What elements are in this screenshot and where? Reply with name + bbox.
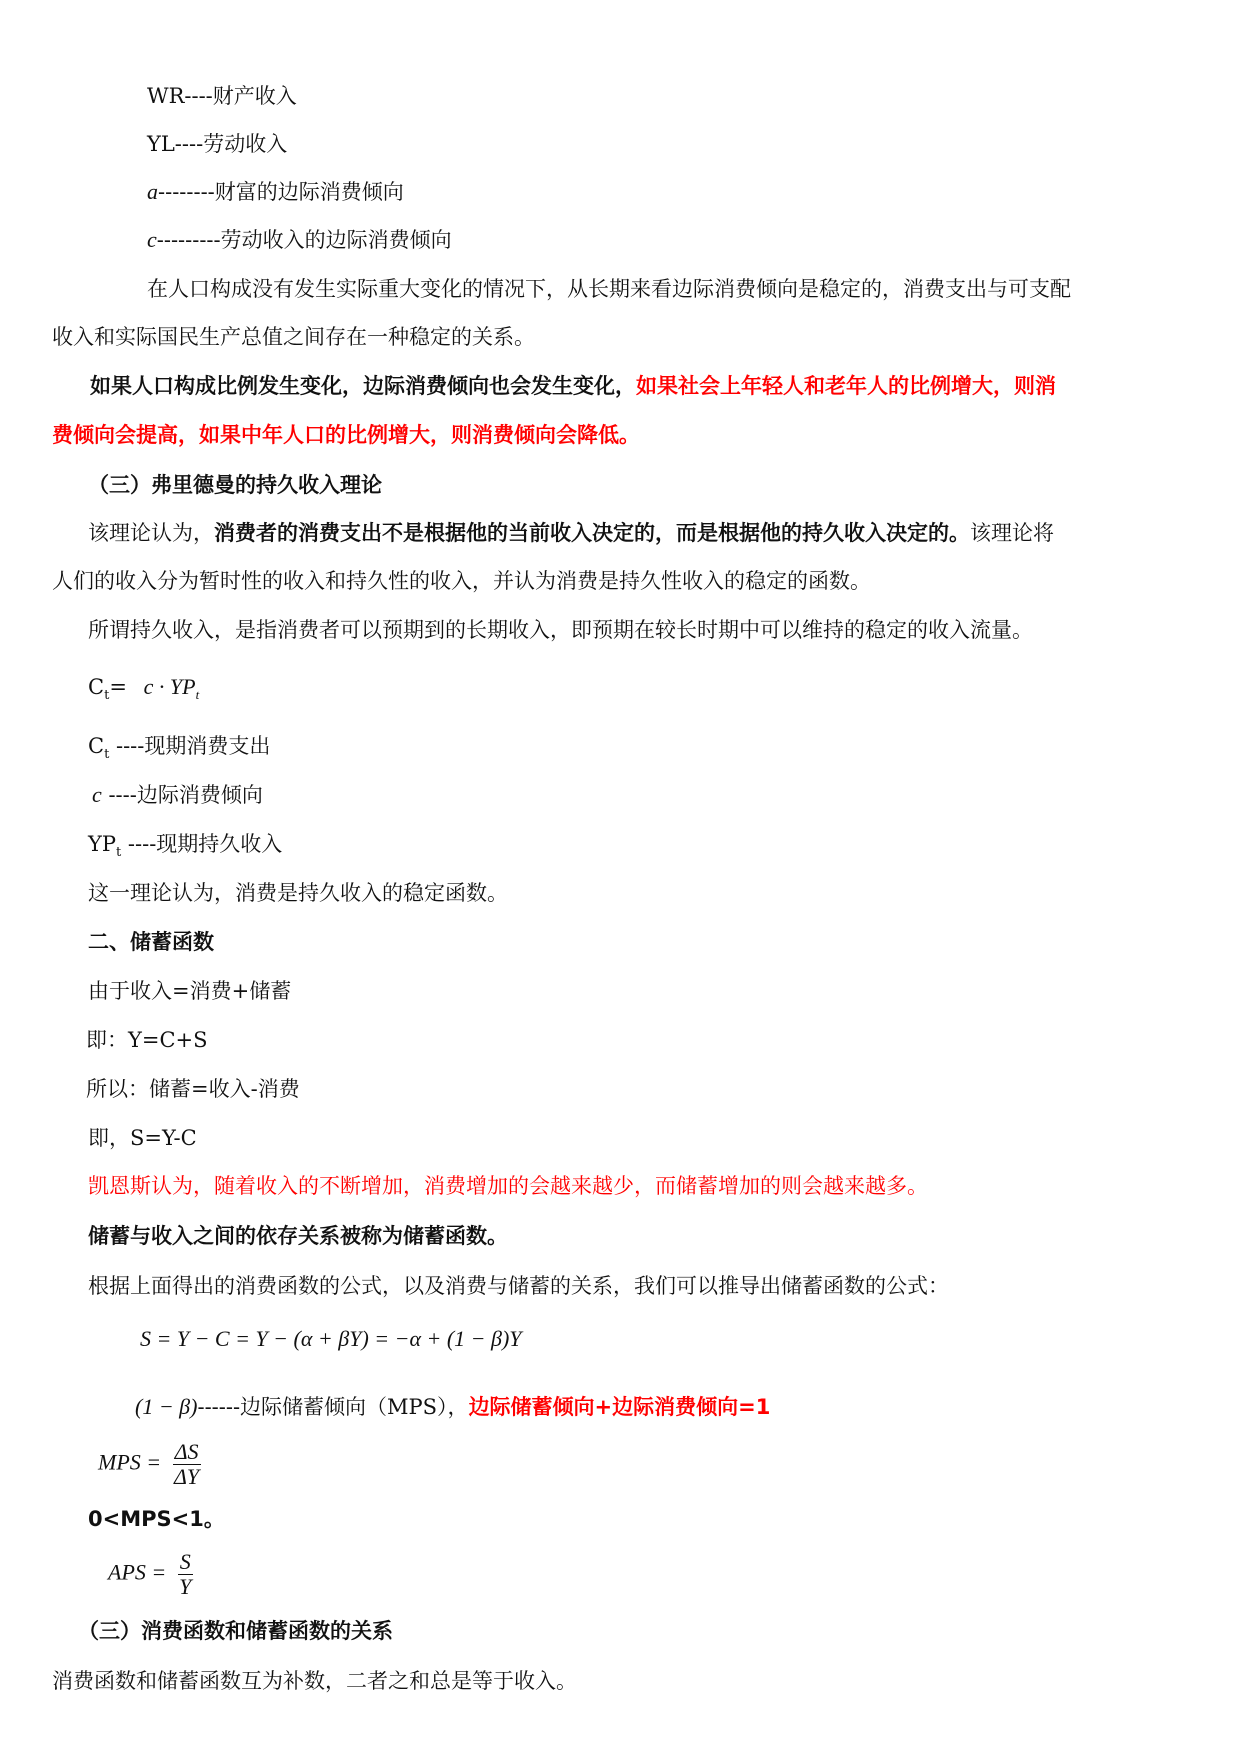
savings-line-2: 即：Y=C+S: [86, 1028, 208, 1052]
paragraph-6: 消费函数和储蓄函数互为补数，二者之和总是等于收入。: [52, 1669, 577, 1693]
aps-denominator: Y: [179, 1574, 192, 1599]
def-ypt: [88, 830, 282, 867]
paragraph-2-red-2: 费倾向会提高，如果中年人口的比例增大，则消费倾向会降低。: [52, 423, 640, 447]
mps-text: ------边际储蓄倾向（MPS），: [197, 1395, 469, 1419]
def-ct: [88, 732, 270, 769]
def-ct-sub: t: [104, 747, 110, 763]
savings-function-definition: 储蓄与收入之间的依存关系被称为储蓄函数。: [88, 1224, 508, 1248]
mps-numerator: ΔS: [174, 1439, 199, 1464]
mps-fraction: [173, 1440, 201, 1489]
paragraph-3-post: 该理论将: [970, 521, 1054, 545]
mps-denominator: ΔY: [174, 1464, 200, 1489]
symbol-c: c: [147, 227, 157, 252]
aps-formula: [108, 1550, 193, 1599]
mps-range: 0<MPS<1。: [88, 1507, 225, 1531]
mps-formula: [98, 1440, 201, 1489]
def-ypt-sub: t: [116, 845, 122, 861]
heading-friedman: （三）弗里德曼的持久收入理论: [88, 473, 382, 497]
formula-ct-eq: =: [109, 675, 127, 699]
def-ct-text: ----现期消费支出: [109, 734, 271, 758]
def-c2-text: ----边际消费倾向: [101, 783, 263, 807]
def-c2: [92, 781, 263, 809]
formula-ct-lhs: C: [88, 675, 105, 699]
paragraph-2-red-1: 如果社会上年轻人和老年人的比例增大，则消: [636, 374, 1056, 398]
paragraph-1-line-2: 收入和实际国民生产总值之间存在一种稳定的关系。: [52, 325, 535, 349]
paragraph-2-black: 如果人口构成比例发生变化，边际消费倾向也会发生变化，: [90, 374, 636, 398]
heading-savings-function: 二、储蓄函数: [88, 930, 214, 954]
heading-relationship: （三）消费函数和储蓄函数的关系: [78, 1619, 393, 1643]
aps-formula-lhs: APS =: [108, 1559, 167, 1585]
def-yl: YL----劳动收入: [147, 132, 288, 156]
paragraph-2-line-1: [90, 372, 1056, 400]
paragraph-3-line-2: 人们的收入分为暂时性的收入和持久性的收入，并认为消费是持久性收入的稳定的函数。: [52, 569, 871, 593]
paragraph-3-bold: 消费者的消费支出不是根据他的当前收入决定的，而是根据他的持久收入决定的。: [214, 521, 970, 545]
derivation-intro: 根据上面得出的消费函数的公式，以及消费与储蓄的关系，我们可以推导出储蓄函数的公式：: [88, 1274, 949, 1298]
paragraph-5: 这一理论认为，消费是持久收入的稳定函数。: [88, 881, 508, 905]
def-ypt-text: ----现期持久收入: [121, 832, 283, 856]
def-ypt-symbol: YP: [88, 832, 116, 856]
savings-line-4: 即，S=Y-C: [88, 1126, 197, 1150]
savings-equation: S = Y − C = Y − (α + βY) = −α + (1 − β)Y: [140, 1326, 522, 1351]
def-ct-symbol: C: [88, 734, 105, 758]
symbol-a: a: [147, 179, 158, 204]
def-c-text: ---------劳动收入的边际消费倾向: [156, 228, 452, 252]
mps-symbol: (1 − β): [135, 1394, 198, 1419]
mps-definition: [135, 1393, 770, 1421]
paragraph-3-pre: 该理论认为，: [88, 521, 214, 545]
paragraph-4: 所谓持久收入，是指消费者可以预期到的长期收入，即预期在较长时期中可以维持的稳定的收入流量。: [88, 618, 1033, 642]
formula-ct-sub: t: [104, 688, 110, 704]
formula-ct-rhs-sub: t: [195, 687, 200, 703]
aps-numerator: S: [179, 1549, 191, 1574]
aps-fraction: [178, 1550, 193, 1599]
savings-line-3: 所以：储蓄=收入-消费: [86, 1077, 300, 1101]
def-c2-symbol: c: [92, 782, 102, 807]
formula-ct: [88, 673, 199, 710]
keynes-statement: 凯恩斯认为，随着收入的不断增加，消费增加的会越来越少，而储蓄增加的则会越来越多。: [88, 1174, 928, 1198]
def-c: [147, 226, 452, 254]
def-a-text: --------财富的边际消费倾向: [158, 180, 404, 204]
mps-identity: 边际储蓄倾向+边际消费倾向=1: [468, 1395, 771, 1419]
paragraph-3-line-1: [88, 519, 1054, 547]
paragraph-1-line-1: 在人口构成没有发生实际重大变化的情况下，从长期来看边际消费倾向是稳定的，消费支出与可支配: [147, 277, 1071, 301]
def-a: [147, 178, 404, 206]
formula-ct-rhs: c · YP: [143, 674, 196, 699]
mps-formula-lhs: MPS =: [98, 1449, 162, 1475]
def-wr: WR----财产收入: [147, 84, 297, 108]
savings-line-1: 由于收入=消费+储蓄: [88, 979, 292, 1003]
